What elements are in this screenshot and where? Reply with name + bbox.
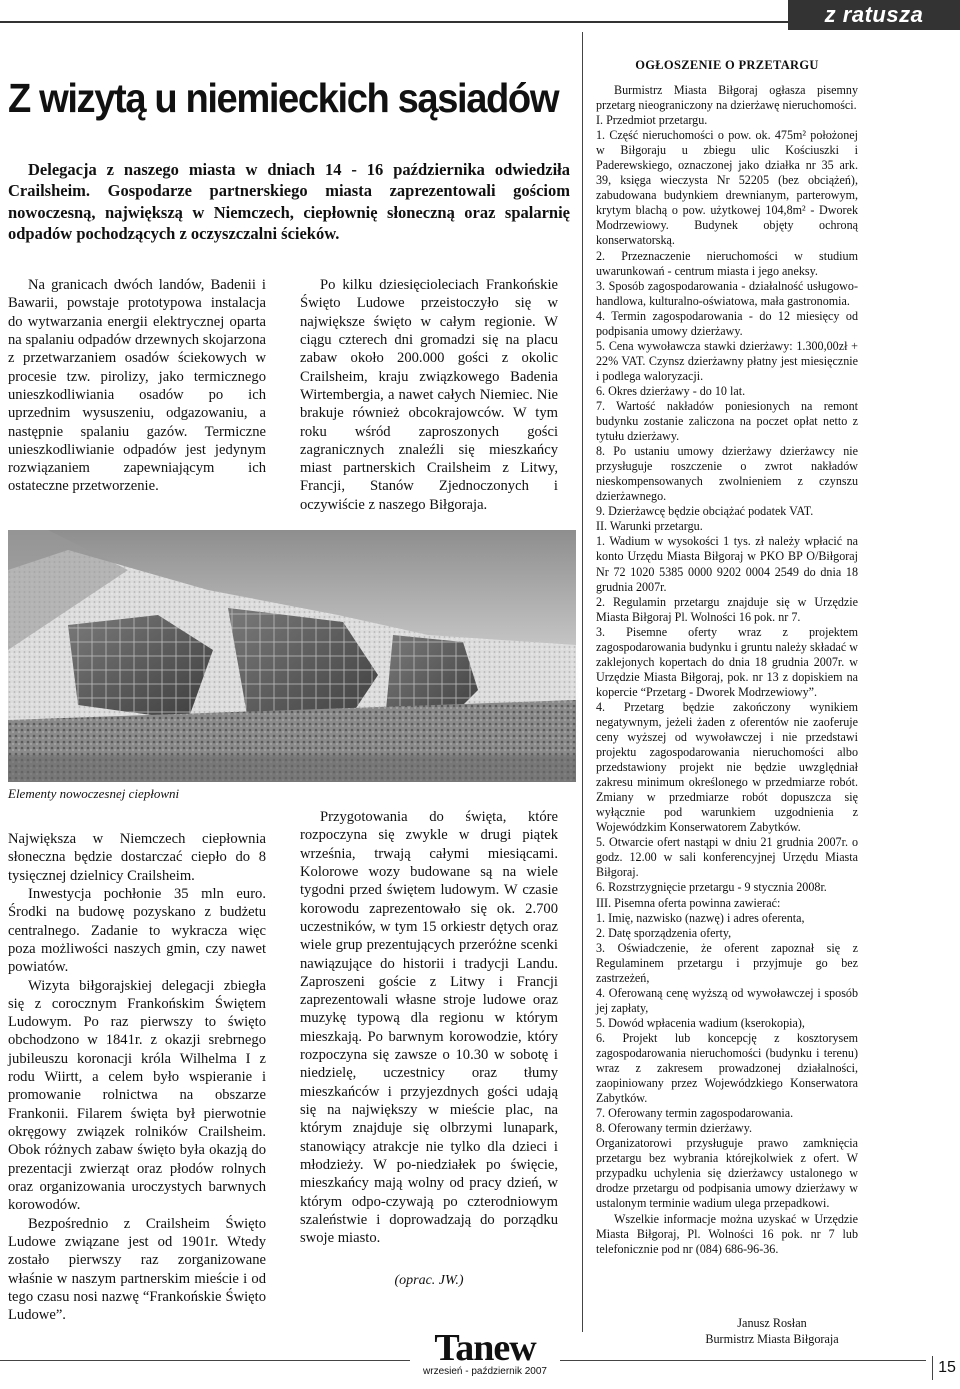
article-column-3 [8,830,266,1324]
signature-name: Janusz Rosłan [737,1316,807,1330]
notice-paragraph: 2. Przeznaczenie nieruchomości w studium uwarunkowań - centrum miasta i jego aneksy. [596,248,858,278]
notice-paragraph: 3. Sposób zagospodarowania - działalność usługowo-handlowa, kulturalno-oświatowa, mała gastronomia. [596,278,858,308]
notice-paragraph: 5. Otwarcie ofert nastąpi w dniu 21 grudnia 2007r. o godz. 12.00 w sali konferencyjnej Urzędu Miasta Biłgoraj. [596,835,858,880]
notice-paragraph: 3. Pisemne oferty wraz z projektem zagospodarowania budynku i gruntu należy składać w zaklejonych kopertach do dnia 18 grudnia 2007r. w Urzędzie Miasta Biłgoraj, pok. nr 13 z dopiskiem na kopercie “Przetarg - Dworek Modrzewiowy”. [596,624,858,699]
notice-paragraph: 2. Regulamin przetargu znajduje się w Urzędzie Miasta Biłgoraj Pl. Wolności 16 pok. nr 7. [596,594,858,624]
paragraph: Wizyta biłgorajskiej delegacji zbiegła się z corocznym Frankońskim Świętem Ludowym. Po raz pierwszy to święto obchodzono w 1841r. z okazji srebrnego jubileuszu koronacji króla Wilhelma I z rodu Wiirtt, a celem było wspieranie i promowanie rolnictwa na obszarze Frankonii. Filarem święta był pierwotnie okręgowy związek rolników Crailsheim. Obok różnych zabaw święto była okazją do prezentacji zwierząt oraz płodów rolnych oraz organizowania uroczystych barwnych korowodów. [8,977,266,1214]
footer-rule-right [560,1360,926,1361]
paragraph: Na granicach dwóch landów, Badenii i Bawarii, powstaje prototypowa instalacja do wytwarzania energii elektrycznej oparta na spalaniu odpadów drzewnych skojarzona z przetwarzaniem osadów ściekowych w procesie tzw. pirolizy, jako termicznego unieszkodliwiania osadów po ich uprzednim wysuszeniu, odgazowaniu, a następnie spalaniu gazów. Termiczne unieszkodliwianie odpadów jest jedynym rozwiązaniem zapewniającym ich ostateczne przetworzenie. [8,277,266,495]
notice-paragraph: 6. Okres dzierżawy - do 10 lat. [596,383,746,398]
signature-title: Burmistrz Miasta Biłgoraja [705,1331,839,1346]
section-tab: z ratusza [788,0,960,30]
notice-paragraph: 6. Projekt lub koncepcję z kosztorysem zagospodarowania nieruchomości (budynku i terenu) wraz z zakresem prowadzonej działalności, zaopiniowany przez Wojewódzkiego Konserwatora Zabytków. [596,1030,858,1106]
top-rule [0,21,788,23]
notice-paragraph: 1. Wadium w wysokości 1 tys. zł należy wpłacić na konto Urzędu Miasta Biłgoraj w PKO BP O/Biłgoraj Nr 72 1020 5385 0000 9202 0004 2549 do dnia 18 grudnia 2007r. [596,534,858,594]
notice-paragraph: Burmistrz Miasta Biłgoraj ogłasza pisemny przetarg nieograniczony na dzierżawę nieruchomości. [596,83,858,113]
paragraph: Inwestycja pochłonie 35 mln euro. Środki na budowę pozyskano z budżetu centralnego. Zadanie to wykracza więc poza możliwości naszych gmin, czy nawet powiatów. [8,885,266,976]
notice-paragraph: Wszelkie informacje można uzyskać w Urzędzie Miasta Biłgoraj, Pl. Wolności 16 pok. nr 7 lub telefonicznie pod nr (084) 686-96-36. [596,1211,858,1256]
notice-paragraph: 9. Dzierżawcę będzie obciążać podatek VAT. [596,504,814,519]
notice-paragraph: 2. Datę sporządzenia oferty, [596,925,732,940]
paragraph: Po kilku dziesięcioleciach Frankońskie Święto Ludowe przeistoczyło się w największe święto w całym regionie. W ciągu czterech dni gromadzi się na placu zabaw około 200.000 gości z okolic Crailsheim, kraju związkowego Badenia Wirtembergia, a nawet całych Niemiec. Nie brakuje również obcokrajowców. W tym roku wśród zaproszonych gości zagranicznych znaleźli się mieszkańcy miast partnerskich Crailsheim z Litwy, Francji, Stanów Zjednoczonych i oczywiście z naszego Biłgoraja. [300,277,558,513]
article-title: Z wizytą u niemieckich sąsiadów [8,75,559,121]
notice-paragraph: 5. Cena wywoławcza stawki dzierżawy: 1.300,00zł + 22% VAT. Czynsz dzierżawny płatny jest miesięcznie i podlega waloryzacji. [596,338,858,383]
notice-paragraph: I. Przedmiot przetargu. [596,113,708,128]
paragraph: Bezpośrednio z Crailsheim Święto Ludowe związane jest od 1901r. Wtedy zostało pierwszy raz zorganizowane właśnie w naszym partnerskim mieście i od tego czasu nosi nazwę “Frankońskie Święto Ludowe”. [8,1215,266,1324]
notice-paragraph: 5. Dowód wpłacenia wadium (kserokopia), [596,1015,805,1030]
logo-wordmark: Tanew [434,1327,536,1369]
photo-caption: Elementy nowoczesnej ciepłowni [8,786,180,801]
notice-paragraph: 7. Wartość nakładów poniesionych na remont budynku zostanie zaliczona na poczet opłat netto z tytułu dzierżawy. [596,398,858,444]
notice-paragraph: 1. Imię, nazwisko (nazwę) i adres oferenta, [596,910,805,925]
notice-paragraph: Organizatorowi przysługuje prawo zamknięcia przetargu bez wybrania którejkolwiek z ofert. W przypadku uchylenia się dzierżawcy ustalonego w drodze przetargu od podpisania umowy dzierżawy w ustalonym terminie wadium ulega przepadkowi. [596,1136,858,1211]
notice-paragraph: 6. Rozstrzygnięcie przetargu - 9 stycznia 2008r. [596,880,827,895]
notice-heading: OGŁOSZENIE O PRZETARGU [635,58,819,72]
notice-signature [596,1316,858,1348]
notice-paragraph: II. Warunki przetargu. [596,519,703,534]
issue-date: wrzesień - październik 2007 [423,1366,547,1377]
magazine-logo [420,1327,550,1378]
notice-paragraph: 4. Oferowaną cenę wyższą od wywoławczej i sposób jej zapłaty, [596,985,858,1015]
notice-paragraph: 4. Przetarg będzie zakończony wynikiem negatywnym, jeżeli żaden z oferentów nie zaoferuje ceny wyższej od wywoławczej i nie przedstawi projektu zagospodarowania nieruchomości albo przedstawiony projekt nie będzie uwzględniał zakresu minimum określonego w przedmiarze robót. Zmiany w przedmiarze robót dopuszcza się wyłącznie pod warunkiem uzgodnienia z Wojewódzkim Konserwatorem Zabytków. [596,699,858,835]
notice-paragraph: III. Pisemna oferta powinna zawierać: [596,895,781,910]
article-column-2 [300,276,558,514]
paragraph: Największa w Niemczech ciepłownia słoneczna będzie dostarczać ciepło do 8 tysięcznej dzielnicy Crailsheim. [8,831,266,884]
article-column-4 [300,808,558,1248]
notice-paragraph: 7. Oferowany termin zagospodarowania. [596,1106,794,1121]
article-lead: Delegacja z naszego miasta w dniach 14 - 16 października odwiedziła Crailsheim. Gospodarze partnerskiego miasta zaprezentowali gościom nowoczesną, największą w Niemczech, ciepłownię słoneczną oraz spalarnię odpadów pochodzących z oczyszczalni ścieków. [8,160,570,244]
article-author: (oprac. JW.) [394,1273,464,1288]
paragraph: Przygotowania do święta, które rozpoczyna się zwykle w drugi piątek września, trwają całymi miesiącami. Kolorowe wozy budowane są na wiele tygodni przed świętem ludowym. W czasie korowodu zaprezentowało się ok. 2.700 uczestników, w tym 15 orkiestr dętych oraz wiele grup prezentujących przeróżne scenki nawiązujące do historii i tradycji Landu. Zaproszeni goście z Litwy i Francji zaprezentowali własne stroje ludowe oraz muzykę typową dla regionu w którym mieszkają. Po barwnym korowodzie, który rozpoczyna się zawsze o 10.30 w sobotę i niedzielę, uczestnicy oraz tłumy mieszkańców i przyjezdnych gości udają się na największy w mieście plac, na którym znajduje się olbrzymi lunapark, stanowiący atrakcje nie tylko dla dzieci i młodzieży. W po-niedziałek po święcie, mieszkańcy mają wolny od pracy dzień, w którym odpo-czywają po czterodniowym szaleństwie i doprowadzają do porządku swoje miasto. [300,809,558,1247]
tender-notice [596,83,858,1257]
column-divider [582,32,583,1332]
notice-paragraph: 3. Oświadczenie, że oferent zapoznał się z Regulaminem przetargu i przyjmuje go bez zastrzeżeń, [596,940,858,985]
notice-paragraph: 8. Po ustaniu umowy dzierżawy dzierżawcy nie przysługuje roszczenie o zwrot nakładów nieskompensowanych zwolnieniem z czynszu dzierżawnego. [596,444,858,504]
solar-plant-photo [8,530,576,782]
notice-paragraph: 8. Oferowany termin dzierżawy. [596,1121,753,1136]
article-column-1 [8,276,266,496]
footer-rule-left [0,1360,410,1361]
notice-paragraph: 4. Termin zagospodarowania - do 12 miesięcy od podpisania umowy dzierżawy. [596,308,858,338]
notice-paragraph: 1. Część nieruchomości o pow. ok. 475m² położonej w Biłgoraju u zbiegu ulic Kościuszki i Paderewskiego, oznaczonej jako działka nr 35 ark. 39, księga wieczysta Nr 52205 (bez obciążeń), zabudowana budynkiem drewnianym, parterowym, krytym blachą o pow. użytkowej 104,8m² - Dworek Modrzewiowy. Budynek objęty ochroną konserwatorską. [596,128,858,248]
page-number: 15 [932,1356,960,1380]
